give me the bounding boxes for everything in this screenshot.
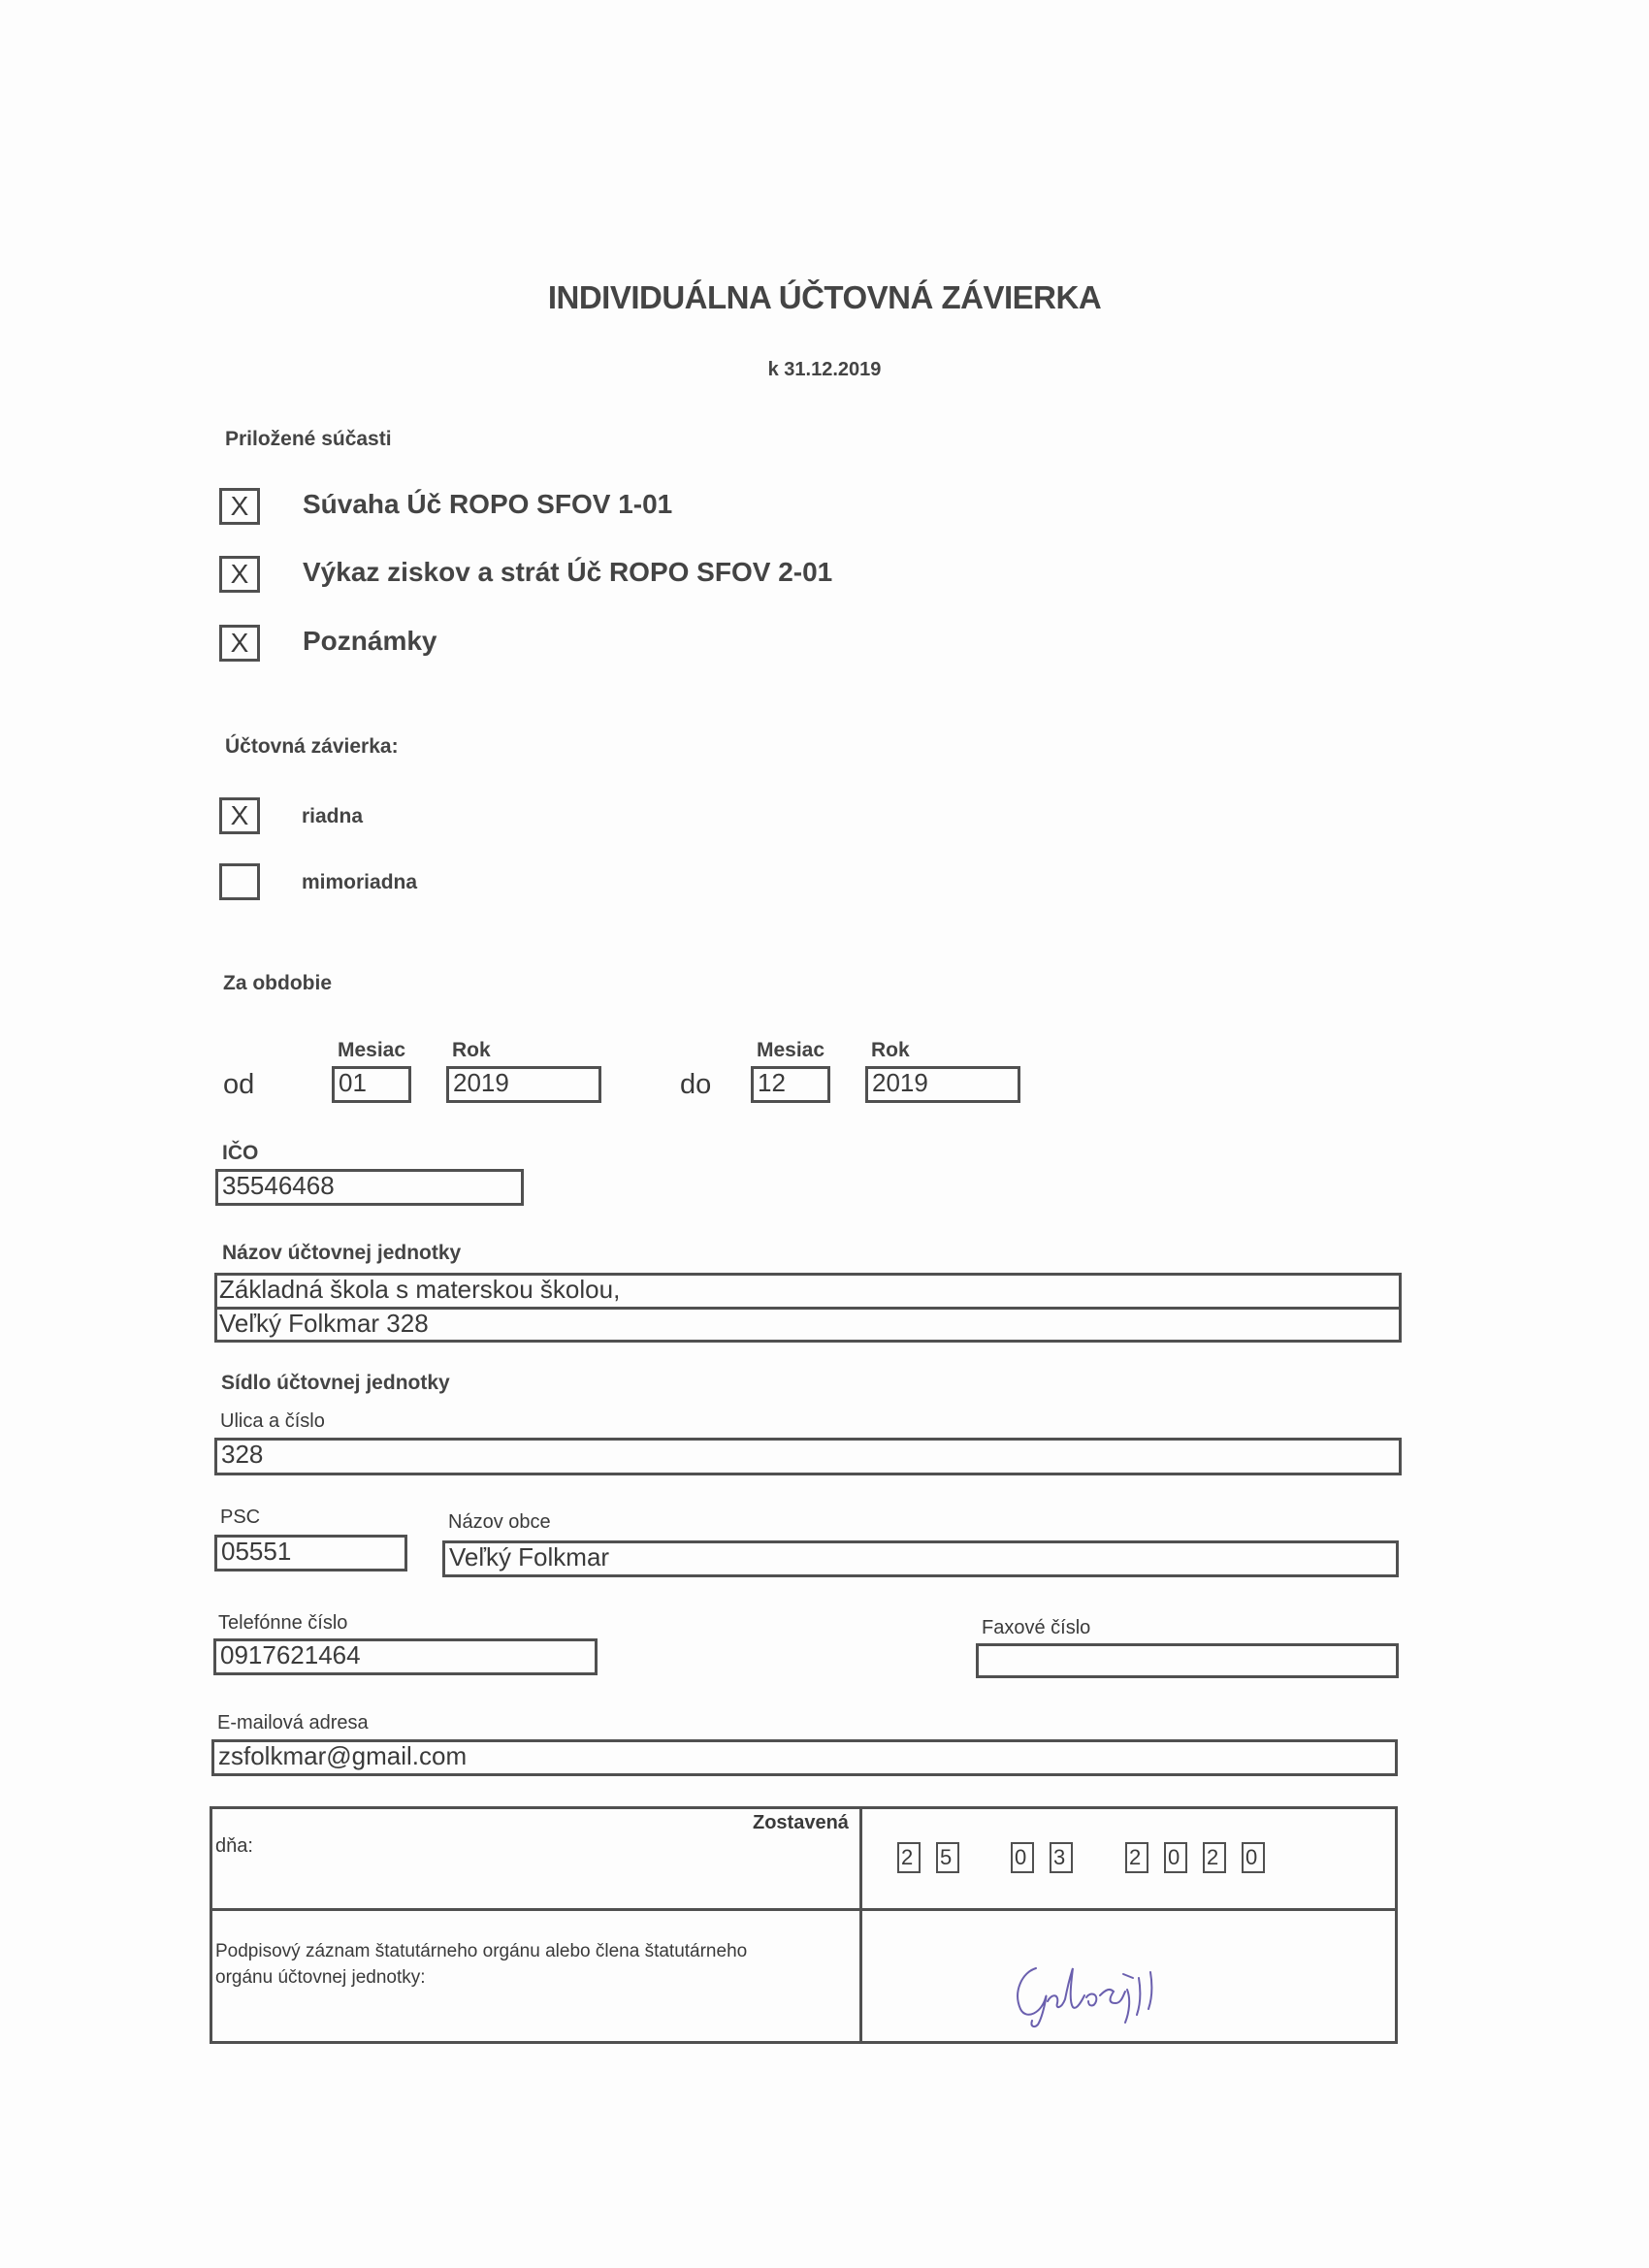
document-title: INDIVIDUÁLNA ÚČTOVNÁ ZÁVIERKA [547,279,1102,315]
label-poznamky: Poznámky [303,626,437,656]
document-date: k 31.12.2019 [767,359,882,380]
date-year-digit-1[interactable]: 2 [1125,1842,1148,1873]
date-month-digit-1[interactable]: 0 [1011,1842,1034,1873]
date-day-digit-2[interactable]: 5 [936,1842,959,1873]
label-suvaha: Súvaha Úč ROPO SFOV 1-01 [303,489,673,519]
date-label: dňa: [215,1835,253,1857]
signature-label [215,1938,747,1991]
phone-field[interactable]: 0917621464 [213,1638,598,1675]
checkbox-riadna[interactable]: X [219,797,260,834]
entity-name-line1[interactable]: Základná škola s materskou školou, [219,1275,621,1304]
to-month-field[interactable]: 12 [751,1066,830,1103]
street-label: Ulica a číslo [220,1410,325,1432]
signature-label-line1: Podpisový záznam štatutárneho orgánu alebo člena štatutárneho [215,1941,748,1961]
label-riadna: riadna [302,805,364,827]
to-year-label: Rok [871,1039,910,1061]
from-month-label: Mesiac [338,1039,406,1061]
checkbox-vykaz[interactable]: X [219,556,260,593]
date-month-digit-2[interactable]: 3 [1050,1842,1073,1873]
from-year-field[interactable]: 2019 [446,1066,601,1103]
phone-label: Telefónne číslo [218,1612,348,1634]
compiled-label: Zostavená [753,1812,849,1833]
period-heading: Za obdobie [223,972,332,994]
ico-label: IČO [222,1142,259,1164]
date-day-digit-1[interactable]: 2 [897,1842,921,1873]
from-month-field[interactable]: 01 [332,1066,411,1103]
city-field[interactable]: Veľký Folkmar [442,1540,1399,1577]
psc-label: PSC [220,1507,261,1528]
address-heading: Sídlo účtovnej jednotky [221,1372,450,1394]
psc-field[interactable]: 05551 [214,1535,407,1571]
date-year-digit-2[interactable]: 0 [1164,1842,1187,1873]
city-label: Názov obce [448,1511,551,1533]
label-vykaz: Výkaz ziskov a strát Úč ROPO SFOV 2-01 [303,557,833,587]
checkbox-poznamky[interactable]: X [219,625,260,662]
signature-label-line2: orgánu účtovnej jednotky: [215,1967,426,1988]
email-label: E-mailová adresa [217,1712,369,1733]
fax-field[interactable] [976,1643,1399,1678]
email-field[interactable]: zsfolkmar@gmail.com [211,1739,1398,1776]
from-label: od [223,1069,255,1100]
ico-field[interactable]: 35546468 [215,1169,524,1206]
street-field[interactable]: 328 [214,1438,1402,1475]
entity-name-label: Názov účtovnej jednotky [222,1242,462,1264]
checkbox-mimoriadna[interactable] [219,863,260,900]
from-year-label: Rok [452,1039,491,1061]
footer-vertical-divider [859,1806,862,2044]
date-year-digit-3[interactable]: 2 [1203,1842,1226,1873]
to-month-label: Mesiac [757,1039,825,1061]
checkbox-suvaha[interactable]: X [219,488,260,525]
footer-horizontal-divider [210,1908,1398,1911]
closing-type-heading: Účtovná závierka: [225,735,399,758]
to-label: do [680,1069,712,1100]
entity-name-line2[interactable]: Veľký Folkmar 328 [219,1309,429,1338]
signature-image [1009,1955,1174,2032]
attachments-heading: Priložené súčasti [225,428,392,450]
to-year-field[interactable]: 2019 [865,1066,1020,1103]
label-mimoriadna: mimoriadna [302,871,418,893]
fax-label: Faxové číslo [982,1617,1091,1638]
date-year-digit-4[interactable]: 0 [1242,1842,1265,1873]
